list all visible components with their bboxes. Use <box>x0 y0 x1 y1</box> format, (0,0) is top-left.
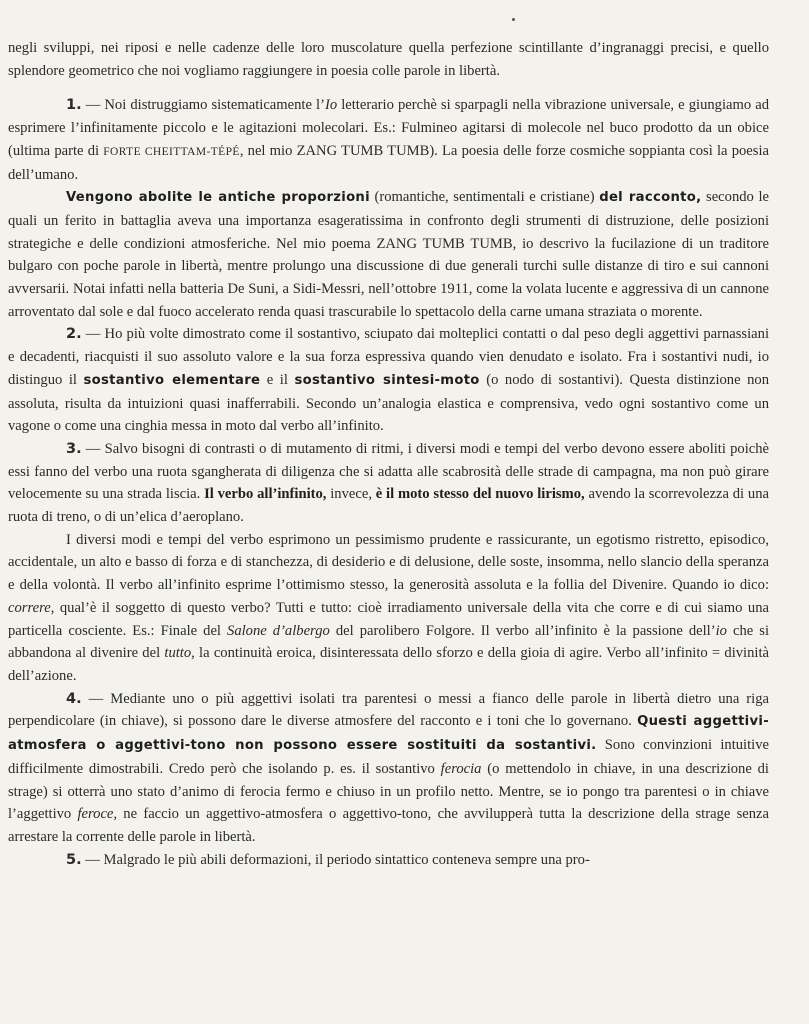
text-run: che si abbandona al divenire del <box>8 622 769 662</box>
text-run: letterario perchè si sparpagli nella vibrazione universale, e giungiamo ad esprimere l’infinitamente piccolo e le agitazioni molecolari. Es.: Fulmineo agitarsi di molecole nel buco prodotto da un obice (ultima parte di <box>8 97 769 159</box>
bold-run: Questi aggettivi-atmosfera o aggettivi-tono non possono essere sostituiti da sostantivi. <box>8 714 769 754</box>
paragraph-2 <box>8 323 769 438</box>
text-run: — Ho più volte dimostrato come il sostantivo, sciupato dai molteplici contatti o dal peso degli aggettivi parnassiani e decadenti, riacquisti il suo assoluto valore e la sua forza espressiva quando vien denudato e isolato. Fra i sostantivi nudi, io distinguo il <box>8 326 769 388</box>
paragraph-1 <box>8 94 769 186</box>
bold-run: Vengono abolite le antiche proporzioni <box>66 190 370 206</box>
paragraph-3 <box>8 438 769 529</box>
text-run: ne faccio un aggettivo-atmosfera o aggettivo-tono, che avvilupperà tutta la descrizione della strage senza arrestare la corrente delle parole in libertà. <box>8 806 769 845</box>
text-run: avendo la scorrevolezza di una ruota di treno, o di un’elica d’aeroplano. <box>8 486 769 526</box>
text-run: (o nodo di sostantivi). Questa distinzione non assoluta, risulta da intuizioni quasi inafferrabili. Secondo un’analogia elastica e comprensiva, vedo ogni sostantivo come un vagone o come una cinghia messa in moto dal verbo all’infinito. <box>8 371 769 435</box>
section-number: 1. <box>66 97 82 114</box>
page-mark <box>512 18 515 21</box>
bold-run: sostantivo sintesi-moto <box>294 372 480 388</box>
text-run: — Noi distruggiamo sistematicamente l’ <box>81 97 325 114</box>
bold-run: del racconto, <box>599 190 702 206</box>
section-number: 2. <box>66 326 82 343</box>
paragraph-5 <box>8 849 769 872</box>
text-run: (o mettendolo in chiave, in una descrizione di strage) si otterrà uno stato d’animo di ferocia fermo e chiuso in un profilo netto. Mentre, se io pongo tra parentesi o in chiave l’aggettivo <box>8 760 769 823</box>
bold-run: sostantivo elementare <box>83 372 261 388</box>
text-run: secondo le quali un ferito in battaglia aveva una importanza esageratissima in confronto degli strumenti di distruzione, delle posizioni strategiche e delle condizioni atmosferiche. Nel mio poema ZANG TUMB TUMB, io descrivo la fucilazione di un traditore bulgaro con poche parole in libertà, mentre prolungo una discussione di due generali turchi sulle distanze di tiro e sui cannoni avversarii. Notai infatti nella batteria De Suni, a Sidi-Messri, nell’ottobre 1911, come la volata lucente e aggressiva di un cannone arroventato dal sole e dal fuoco accelerato renda quasi trascurabile lo spettacolo della carne umana straziata o morente. <box>8 189 769 320</box>
italic-run: io <box>715 622 727 639</box>
text-run: invece, <box>326 486 376 503</box>
paragraph-3b <box>8 529 769 688</box>
small-caps-run: FORTE CHEITTAM-TÉPÉ <box>103 145 240 158</box>
bold-run: Il verbo all’infinito, <box>204 486 327 503</box>
text-run: Sono convinzioni intuitive difficilmente dimostrabili. Credo però che isolando p. es. il sostantivo <box>8 737 769 777</box>
text-run: I diversi modi e tempi del verbo esprimono un pessimismo prudente e rassicurante, un egotismo ristretto, episodico, accidentale, un alto e basso di forza e di stanchezza, di desiderio e di delusione, delle soste, insomma, nello slancio della speranza e della volontà. Il verbo all’infinito esprime l’ottimismo stesso, la generosità assoluta e la follia del Divenire. Quando io dico: <box>8 531 769 594</box>
text-run: , nel mio ZANG TUMB TUMB). La poesia delle forze cosmiche soppianta così la poesia dell’umano. <box>8 142 769 183</box>
text-run: del parolibero Folgore. Il verbo all’infinito è la passione dell’ <box>329 622 716 639</box>
bold-run: è il moto stesso del nuovo lirismo, <box>375 486 585 503</box>
text-run: — Salvo bisogni di contrasti o di mutamento di ritmi, i diversi modi e tempi del verbo devono essere aboliti poichè essi fanno del verbo una ruota sgangherata di diligenza che si adatta alle scabrosità delle strade di campagna, ma non può girare velocemente su una strada liscia. <box>8 440 769 503</box>
text-run: , la continuità eroica, disinteressata dello sforzo e della gioia di agire. Verbo all’infinito = divinità dell’azione. <box>8 645 769 684</box>
body-text <box>8 37 769 871</box>
italic-run: Salone d’albergo <box>227 622 330 639</box>
section-number: 3. <box>66 440 82 457</box>
paragraph-4 <box>8 688 769 849</box>
paragraph-intro <box>8 37 769 82</box>
paragraph-1b <box>8 186 769 323</box>
text-run: — Malgrado le più abili deformazioni, il periodo sintattico conteneva sempre una pro- <box>81 851 590 868</box>
text-run: — Mediante uno o più aggettivi isolati tra parentesi o messi a fianco delle parole in libertà dietro una riga perpendicolare (in chiave), si possono dare le diverse atmosfere del racconto e i toni che lo governano. <box>8 690 769 730</box>
section-number: 4. <box>66 690 82 707</box>
text-run: , qual’è il soggetto di questo verbo? Tutti e tutto: cioè irradiamento universale della vita che corre e di cui siamo una particella cosciente. Es.: Finale del <box>8 599 769 639</box>
italic-run: tutto <box>164 645 192 662</box>
italic-run: correre <box>8 599 51 616</box>
text-run: (romantiche, sentimentali e cristiane) <box>369 189 600 206</box>
italic-run: feroce, <box>77 806 118 823</box>
section-number: 5. <box>66 851 82 868</box>
italic-run: ferocia <box>440 760 482 777</box>
italic-run: Io <box>324 97 338 114</box>
text-run: negli sviluppi, nei riposi e nelle cadenze delle loro muscolature quella perfezione scintillante d’ingranaggi precisi, e quello splendore geometrico che noi vogliamo raggiungere in poesia colle parole in libertà. <box>8 40 769 79</box>
text-run: e il <box>260 371 295 388</box>
